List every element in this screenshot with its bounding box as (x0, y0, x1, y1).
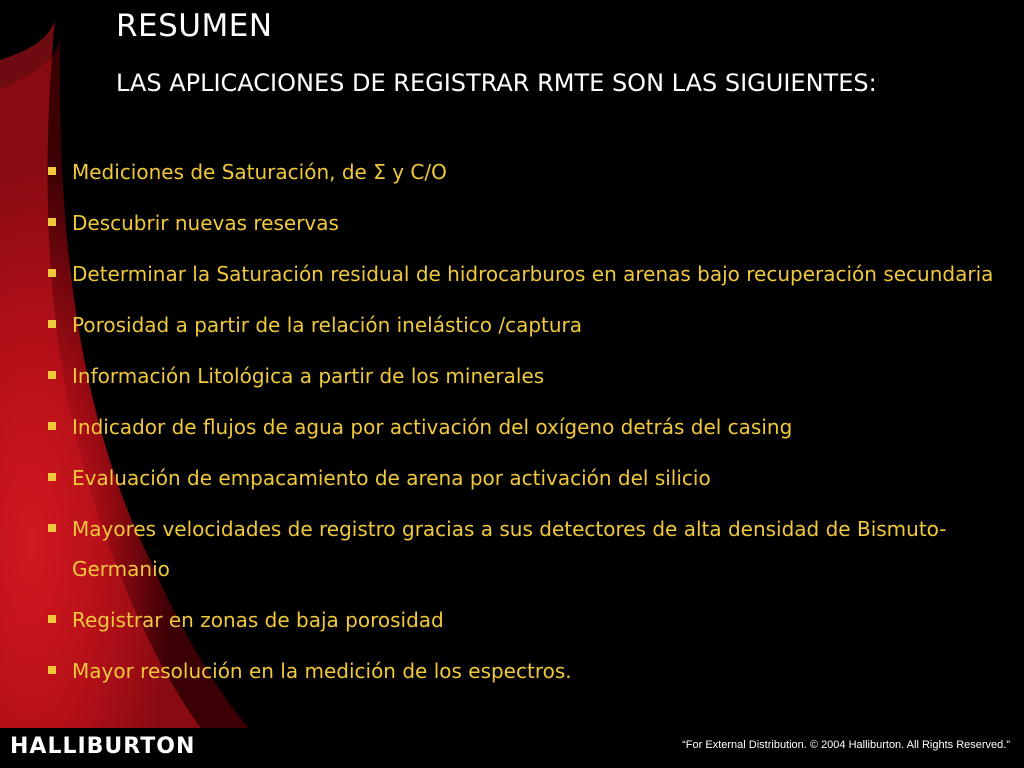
bullet-text: Mediciones de Saturación, de Σ y C/O (72, 160, 447, 184)
square-bullet-icon (48, 218, 56, 226)
bullet-item (46, 458, 1006, 498)
slide-title: RESUMEN (116, 8, 273, 44)
square-bullet-icon (48, 269, 56, 277)
bullet-text: Indicador de flujos de agua por activación del oxígeno detrás del casing (72, 415, 793, 439)
bullet-text: Mayores velocidades de registro gracias a sus detectores de alta densidad de Bismuto-Germanio (72, 517, 947, 581)
slide-subtitle: LAS APLICACIONES DE REGISTRAR RMTE SON LAS SIGUIENTES: (116, 69, 877, 97)
halliburton-logo: HALLIBURTON (10, 734, 196, 759)
bullet-list (46, 152, 1006, 702)
bullet-text: Determinar la Saturación residual de hidrocarburos en arenas bajo recuperación secundaria (72, 262, 994, 286)
bullet-item (46, 356, 1006, 396)
bullet-item (46, 600, 1006, 640)
bullet-text: Información Litológica a partir de los minerales (72, 364, 545, 388)
bullet-text: Evaluación de empacamiento de arena por activación del silicio (72, 466, 711, 490)
bullet-item (46, 254, 1006, 294)
square-bullet-icon (48, 666, 56, 674)
square-bullet-icon (48, 524, 56, 532)
bullet-text: Mayor resolución en la medición de los espectros. (72, 659, 572, 683)
square-bullet-icon (48, 422, 56, 430)
bullet-item (46, 305, 1006, 345)
bullet-item (46, 203, 1006, 243)
bullet-text: Registrar en zonas de baja porosidad (72, 608, 444, 632)
square-bullet-icon (48, 320, 56, 328)
bullet-item (46, 152, 1006, 192)
square-bullet-icon (48, 615, 56, 623)
bullet-item (46, 651, 1006, 691)
bullet-text: Descubrir nuevas reservas (72, 211, 339, 235)
copyright-notice: “For External Distribution. © 2004 Halliburton. All Rights Reserved.” (682, 739, 1010, 751)
bullet-item (46, 407, 1006, 447)
square-bullet-icon (48, 167, 56, 175)
bullet-text: Porosidad a partir de la relación inelástico /captura (72, 313, 583, 337)
bullet-item (46, 509, 1006, 589)
square-bullet-icon (48, 473, 56, 481)
square-bullet-icon (48, 371, 56, 379)
